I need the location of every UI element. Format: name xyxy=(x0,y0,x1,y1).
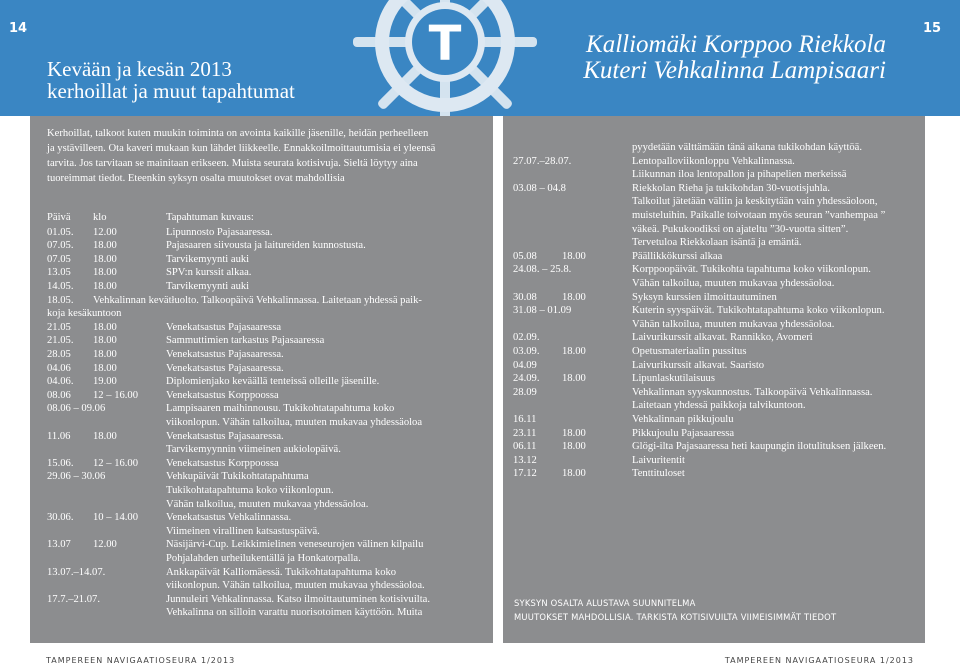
event-time: 18.00 xyxy=(93,321,117,333)
event-description: väkeä. Pukukoodiksi on ajateltu ”30-vuotta sitten”. xyxy=(632,223,849,235)
note-preliminary: SYKSYN OSALTA ALUSTAVA SUUNNITELMA xyxy=(514,598,696,608)
event-time: 18.00 xyxy=(562,468,586,480)
event-description: Pajasaaren siivousta ja laitureiden kunnostusta. xyxy=(166,240,366,252)
event-time: 18.00 xyxy=(93,430,117,442)
event-description: Vehkalinnan kevätłuolto. Talkoopäivä Vehkalinnassa. Laitetaan yhdessä paik- xyxy=(93,294,422,306)
header-day: Päivä xyxy=(47,212,71,223)
event-description: Venekatsastus Pajasaaressa xyxy=(166,321,282,333)
footer-right: TAMPEREEN NAVIGAATIOSEURA 1/2013 xyxy=(724,656,914,665)
event-description: Laivurikurssit alkavat. Rannikko, Avomeri xyxy=(632,332,813,344)
event-description: Vehkalinna on silloin varattu nuorisotoimen käyttöön. Muita xyxy=(166,607,423,619)
note-changes: MUUTOKSET MAHDOLLISIA. TARKISTA KOTISIVUILTA VIIMEISIMMÄT TIEDOT xyxy=(514,612,837,622)
event-day: 13.12 xyxy=(513,454,537,466)
event-description: Tukikohtatapahtuma koko viikonlopun. xyxy=(166,484,334,496)
event-day: 08.06 xyxy=(47,389,71,401)
event-day: 07.05 xyxy=(47,253,71,265)
event-description: Venekatsastus Korppoossa xyxy=(166,457,279,469)
event-day: 08.06 – 09.06 xyxy=(47,403,106,415)
event-description: Tervetuloa Riekkolaan isäntä ja emäntä. xyxy=(632,237,802,249)
event-day: 04.09 xyxy=(513,359,537,371)
event-time: 18.00 xyxy=(93,253,117,265)
event-time: 18.00 xyxy=(93,335,117,347)
event-time: 12 – 16.00 xyxy=(93,389,139,401)
event-day: 21.05 xyxy=(47,321,71,333)
event-description: pyydetään välttämään tänä aikana tukikohdan käyttöä. xyxy=(632,142,863,153)
header-title-left-line1: Kevään ja kesän 2013 xyxy=(47,57,232,81)
event-day: 07.05. xyxy=(47,240,74,252)
event-description: Korppoopäivät. Tukikohta tapahtuma koko viikonlopun. xyxy=(632,264,871,276)
event-description: Venekatsastus Korppoossa xyxy=(166,389,279,401)
intro-line: tuoreimmat tiedot. Eteenkin syksyn osalta muutokset ovat mahdollisia xyxy=(47,173,345,184)
event-day: 24.08. – 25.8. xyxy=(513,264,572,276)
event-time: 12 – 16.00 xyxy=(93,457,139,469)
event-description: viikonlopun. Vähän talkoilua, muuten mukavaa yhdessäoloa xyxy=(166,416,423,428)
event-day: 28.09 xyxy=(513,386,537,398)
logo-letter: T xyxy=(428,16,462,72)
event-time: 18.00 xyxy=(562,250,586,262)
event-description: Kuterin syyspäivät. Tukikohtatapahtuma koko viikonlopun. xyxy=(632,305,885,317)
event-day: 17.7.–21.07. xyxy=(47,593,100,605)
event-day: 05.08 xyxy=(513,250,537,262)
header-description: Tapahtuman kuvaus: xyxy=(166,212,254,223)
event-description: Venekatsastus Vehkalinnassa. xyxy=(166,512,292,524)
event-day: 03.08 – 04.8 xyxy=(513,182,566,194)
event-description: Ankkapäivät Kalliomäessä. Tukikohtatapahtuma koko xyxy=(166,566,397,578)
header-time: klo xyxy=(93,212,107,223)
event-description: Päällikkökurssi alkaa xyxy=(632,250,723,262)
event-day: 15.06. xyxy=(47,457,74,469)
event-description: Tarvikemyynnin viimeinen aukiolopäivä. xyxy=(166,444,341,456)
event-day: 30.06. xyxy=(47,512,74,524)
header-title-left-line2: kerhoillat ja muut tapahtumat xyxy=(47,79,295,103)
event-day: 01.05. xyxy=(47,226,74,238)
event-time: 18.00 xyxy=(562,373,586,385)
event-time: 12.00 xyxy=(93,539,117,551)
header-title-right-line2: Kuteri Vehkalinna Lampisaari xyxy=(583,57,886,84)
event-description: Glögi-ilta Pajasaaressa heti kaupungin ilotulituksen jälkeen. xyxy=(632,441,887,453)
event-description: Venekatsastus Pajasaaressa. xyxy=(166,430,284,442)
event-day: 04.06 xyxy=(47,362,71,374)
event-description: viikonlopun. Vähän talkoilua, muuten mukavaa yhdessäoloa. xyxy=(166,580,425,592)
intro-line: ja ystävilleen. Ota kaveri mukaan kun lähdet liikkeelle. Ennakkoilmoittautumisia ei yleensä xyxy=(47,143,436,154)
event-description: Vehkupäivät Tukikohtatapahtuma xyxy=(166,471,309,483)
intro-line: tarvita. Jos tarvitaan se mainitaan erikseen. Muista seurata kotisivuja. Sieltä löytyy aina xyxy=(47,158,418,169)
event-day: 06.11 xyxy=(513,441,537,453)
event-description: Vähän talkoilua, muuten mukavaa yhdessäoloa. xyxy=(166,498,369,510)
event-description: Sammuttimien tarkastus Pajasaaressa xyxy=(166,335,325,347)
event-day: 04.06. xyxy=(47,376,74,388)
event-day: 13.07.–14.07. xyxy=(47,566,106,578)
header-title-right xyxy=(583,32,886,84)
event-day: 30.08 xyxy=(513,291,537,303)
event-time: 18.00 xyxy=(562,441,586,453)
event-time: 18.00 xyxy=(562,427,586,439)
event-day: 14.05. xyxy=(47,280,74,292)
event-description: Tarvikemyynti auki xyxy=(166,253,250,265)
event-time: 12.00 xyxy=(93,226,117,238)
event-day: 24.09. xyxy=(513,373,540,385)
event-description: Syksyn kurssien ilmoittautuminen xyxy=(632,291,777,303)
page-number-right: 15 xyxy=(922,21,942,36)
event-description: Vehkalinnan pikkujoulu xyxy=(632,414,734,425)
event-description: Viimeinen virallinen katsastuspäivä. xyxy=(166,525,320,537)
column-gutter xyxy=(493,116,503,643)
event-day: 18.05. xyxy=(47,294,74,306)
event-description: Talkoilut jätetään väliin ja keskitytään vain yhdessäoloon, xyxy=(632,196,878,208)
event-day: 11.06 xyxy=(47,430,71,442)
event-time: 18.00 xyxy=(93,348,117,360)
page-number-left: 14 xyxy=(8,21,28,36)
event-description: Tenttituloset xyxy=(632,468,685,480)
event-description: muisteluihin. Paikalle toivotaan myös seuran ”vanhempaa ” xyxy=(632,210,886,221)
header-title-left xyxy=(47,58,295,102)
event-description: Näsijärvi-Cup. Leikkimielinen veneseurojen välinen kilpailu xyxy=(166,539,424,551)
event-day: 13.05 xyxy=(47,267,71,279)
event-description: Laitetaan yhdessä paikkoja talvikuntoon. xyxy=(632,400,806,412)
event-day: 02.09. xyxy=(513,332,540,344)
event-day: 31.08 – 01.09 xyxy=(513,305,572,317)
event-day: 27.07.–28.07. xyxy=(513,155,572,167)
event-description: Riekkolan Rieha ja tukikohdan 30-vuotisjuhla. xyxy=(632,182,831,194)
event-day: 29.06 – 30.06 xyxy=(47,471,106,483)
event-time: 18.00 xyxy=(562,291,586,303)
event-time: 19.00 xyxy=(93,376,117,388)
header-title-right-line1: Kalliomäki Korppoo Riekkola xyxy=(586,31,886,58)
event-description: Pikkujoulu Pajasaaressa xyxy=(632,427,735,439)
event-day: 13.07 xyxy=(47,539,71,551)
event-time: 18.00 xyxy=(93,267,117,279)
event-description: Lentopalloviikonloppu Vehkalinnassa. xyxy=(632,155,795,167)
event-description: Vehkalinnan syyskunnostus. Talkoopäivä Vehkalinnassa. xyxy=(632,386,873,398)
event-description: Lampisaaren maihinnousu. Tukikohtatapahtuma koko xyxy=(166,403,395,415)
event-time: 18.00 xyxy=(93,280,117,292)
event-time: 10 – 14.00 xyxy=(93,512,139,524)
event-description: Vähän talkoilua, muuten mukavaa yhdessäoloa. xyxy=(632,278,835,289)
event-description: Vähän talkoilua, muuten mukavaa yhdessäoloa. xyxy=(632,318,835,330)
event-description: Lipunlaskutilaisuus xyxy=(632,373,715,385)
event-day: 28.05 xyxy=(47,348,71,360)
event-day: koja kesäkuntoon xyxy=(47,308,122,320)
event-description: Laivurikurssit alkavat. Saaristo xyxy=(632,359,765,371)
event-day: 03.09. xyxy=(513,346,540,357)
event-description: Lipunnosto Pajasaaressa. xyxy=(166,226,273,238)
event-day: 21.05. xyxy=(47,335,74,347)
event-description: Liikunnan iloa lentopallon ja pihapelien merkeissä xyxy=(632,169,847,181)
footer-left: TAMPEREEN NAVIGAATIOSEURA 1/2013 xyxy=(46,656,236,665)
event-description: SPV:n kurssit alkaa. xyxy=(166,267,252,279)
event-description: Junnuleiri Vehkalinnassa. Katso ilmoittautuminen kotisivuilta. xyxy=(166,593,431,605)
event-time: 18.00 xyxy=(93,362,117,374)
event-description: Venekatsastus Pajasaaressa. xyxy=(166,362,284,374)
event-day: 16.11 xyxy=(513,414,537,425)
event-day: 23.11 xyxy=(513,427,537,439)
event-description: Laivuritentit xyxy=(632,454,685,466)
event-time: 18.00 xyxy=(93,240,117,252)
event-day: 17.12 xyxy=(513,468,537,480)
event-time: 18.00 xyxy=(562,346,586,357)
event-description: Diplomienjako keväällä tenteissä olleille jäsenille. xyxy=(166,376,380,388)
intro-line: Kerhoillat, talkoot kuten muukin toiminta on avointa kaikille jäsenille, heidän perheelleen xyxy=(47,128,429,139)
event-description: Pohjalahden urheilukentällä ja Honkatorpalla. xyxy=(166,552,361,564)
event-description: Opetusmateriaalin pussitus xyxy=(632,346,747,357)
event-description: Tarvikemyynti auki xyxy=(166,280,250,292)
event-description: Venekatsastus Pajasaaressa. xyxy=(166,348,284,360)
